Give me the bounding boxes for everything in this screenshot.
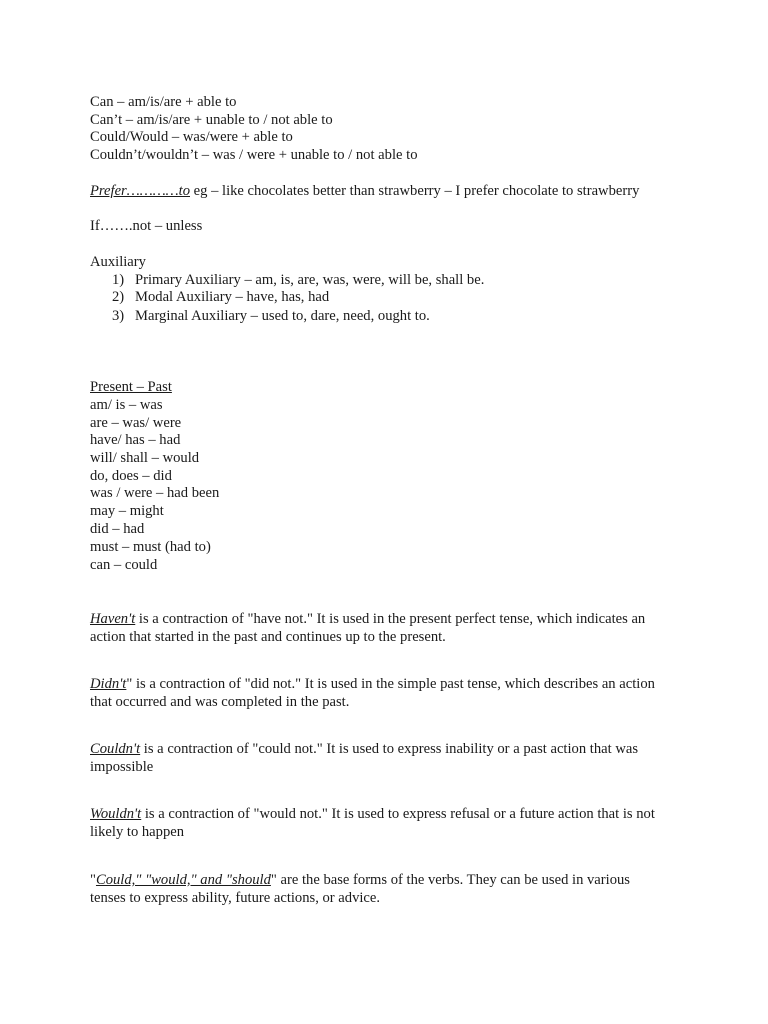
didnt-paragraph-line-2: that occurred and was completed in the past. [90,693,350,710]
havent-paragraph-line-2: action that started in the past and continues up to the present. [90,628,446,645]
didnt-paragraph-line-1 [90,676,655,694]
present-past-row: am/ is – was [90,397,163,413]
list-number: 3) [112,308,125,324]
auxiliary-heading: Auxiliary [90,254,146,270]
wouldnt-paragraph-line-1 [90,806,655,824]
modal-rule-4: Couldn’t/wouldn’t – was / were + unable to / not able to [90,146,418,163]
modal-rule-1: Can – am/is/are + able to [90,94,237,110]
couldnt-text: is a contraction of "could not." It is used to express inability or a past action that was [140,741,639,757]
modal-rule-2: Can’t – am/is/are + unable to / not able to [90,111,333,128]
present-past-row: was / were – had been [90,485,220,501]
present-past-row: may – might [90,503,164,519]
present-past-row: will/ shall – would [90,450,200,466]
couldnt-term: Couldn't [90,741,141,757]
present-past-row: can – could [90,556,158,573]
auxiliary-item-text: Primary Auxiliary – am, is, are, was, were, will be, shall be. [135,271,485,288]
couldnt-paragraph-line-1 [90,741,638,759]
modal-rule-3: Could/Would – was/were + able to [90,129,293,145]
wouldnt-term: Wouldn't [90,806,142,822]
prefer-term: Prefer…………to [90,183,190,199]
base-forms-text: " are the base forms of the verbs. They can be used in various [270,872,630,888]
list-number: 1) [112,271,125,288]
base-forms-paragraph-line-2: tenses to express ability, future actions, or advice. [90,889,381,906]
present-past-row: are – was/ were [90,414,182,431]
list-number: 2) [112,289,125,305]
unless-rule: If…….not – unless [90,218,203,234]
wouldnt-paragraph-line-2: likely to happen [90,823,185,840]
prefer-rule [90,183,639,201]
present-past-row: did – had [90,521,145,537]
present-past-heading: Present – Past [90,379,172,395]
open-quote: " [90,872,96,888]
couldnt-paragraph-line-2: impossible [90,758,154,775]
auxiliary-item-1 [112,272,484,290]
havent-paragraph-line-1 [90,611,645,629]
wouldnt-text: is a contraction of "would not." It is used to express refusal or a future action that is not [141,806,655,822]
havent-text: is a contraction of "have not." It is used in the present perfect tense, which indicates an [135,611,646,627]
prefer-example: eg – like chocolates better than strawberry – I prefer chocolate to strawberry [190,183,640,199]
base-forms-paragraph-line-1 [90,872,630,890]
havent-term: Haven't [90,611,136,627]
auxiliary-item-text: Modal Auxiliary – have, has, had [135,289,330,305]
present-past-row: have/ has – had [90,432,181,448]
present-past-row: must – must (had to) [90,539,211,555]
auxiliary-item-text: Marginal Auxiliary – used to, dare, need, ought to. [135,308,430,324]
didnt-term: Didn't [90,676,127,692]
auxiliary-item-3 [112,308,430,326]
auxiliary-item-2 [112,289,329,307]
present-past-row: do, does – did [90,467,172,484]
base-forms-term: Could," "would," and "should [95,872,271,888]
didnt-text: " is a contraction of "did not." It is used in the simple past tense, which describes an action [126,676,655,692]
